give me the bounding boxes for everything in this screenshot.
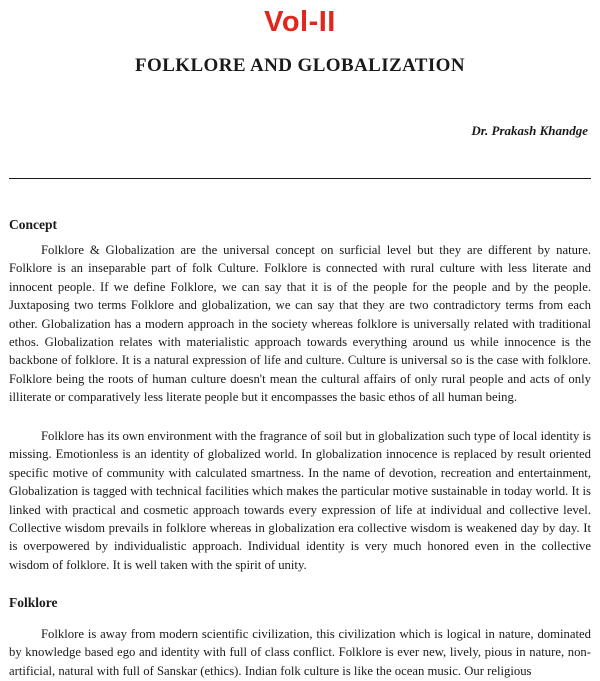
section-heading-concept: Concept [9, 217, 57, 232]
volume-label: Vol-II [264, 6, 336, 38]
folklore-paragraph-1: Folklore is away from modern scientific civilization, this civilization which is logical in nature, dominated by knowledge based ego and identity with full of class conflict. Folklore is ever new, lively, pious in nature, non-artificial, natural with full of Sanskar (ethics). Indian folk culture is like the ocean music. Our religious [9, 627, 591, 678]
chapter-title: FOLKLORE AND GLOBALIZATION [135, 55, 465, 76]
author-name: Dr. Prakash Khandge [471, 123, 588, 138]
concept-paragraph-1: Folklore & Globalization are the universal concept on surficial level but they are different by nature. Folklore is an inseparable part of folk Culture. Folklore is connected with rural culture with less literate and innocent people. If we define Folklore, we can say that it is of the people for the people and by the people. Juxtaposing two terms Folklore and globalization, we can say that they are two contradictory terms from each other. Globalization has a modern approach in the society whereas folklore is universally related with traditional ethos. Globalization relates with materialistic approach towards everything around us while innocence is the backbone of folklore. It is a natural expression of life and culture. Culture is universal so is the case with folklore. Folklore being the roots of human culture doesn't mean the cultural affairs of only rural people and acts of only illiterate or comparatively less literate people but it encompasses the basic ethos of all human being. [9, 243, 591, 405]
section-heading-folklore: Folklore [9, 595, 58, 610]
title-divider [9, 178, 591, 179]
concept-paragraph-2: Folklore has its own environment with the fragrance of soil but in globalization such type of local identity is missing. Emotionless is an identity of globalized world. In globalization innocence is replaced by result oriented specific motive of community with calculated smartness. In the name of devotion, recreation and entertainment, Globalization is tagged with technical facilities which makes the particular motive sustainable in today world. It is linked with practical and cosmetic approach towards every expression of life at individual and collective level. Collective wisdom prevails in folklore whereas in globalization era collective wisdom is weakened day by day. It is overpowered by individualistic approach. Individual identity is very much honored even in the collective wisdom of folklore. It is well taken with the spirit of unity. [9, 429, 591, 572]
